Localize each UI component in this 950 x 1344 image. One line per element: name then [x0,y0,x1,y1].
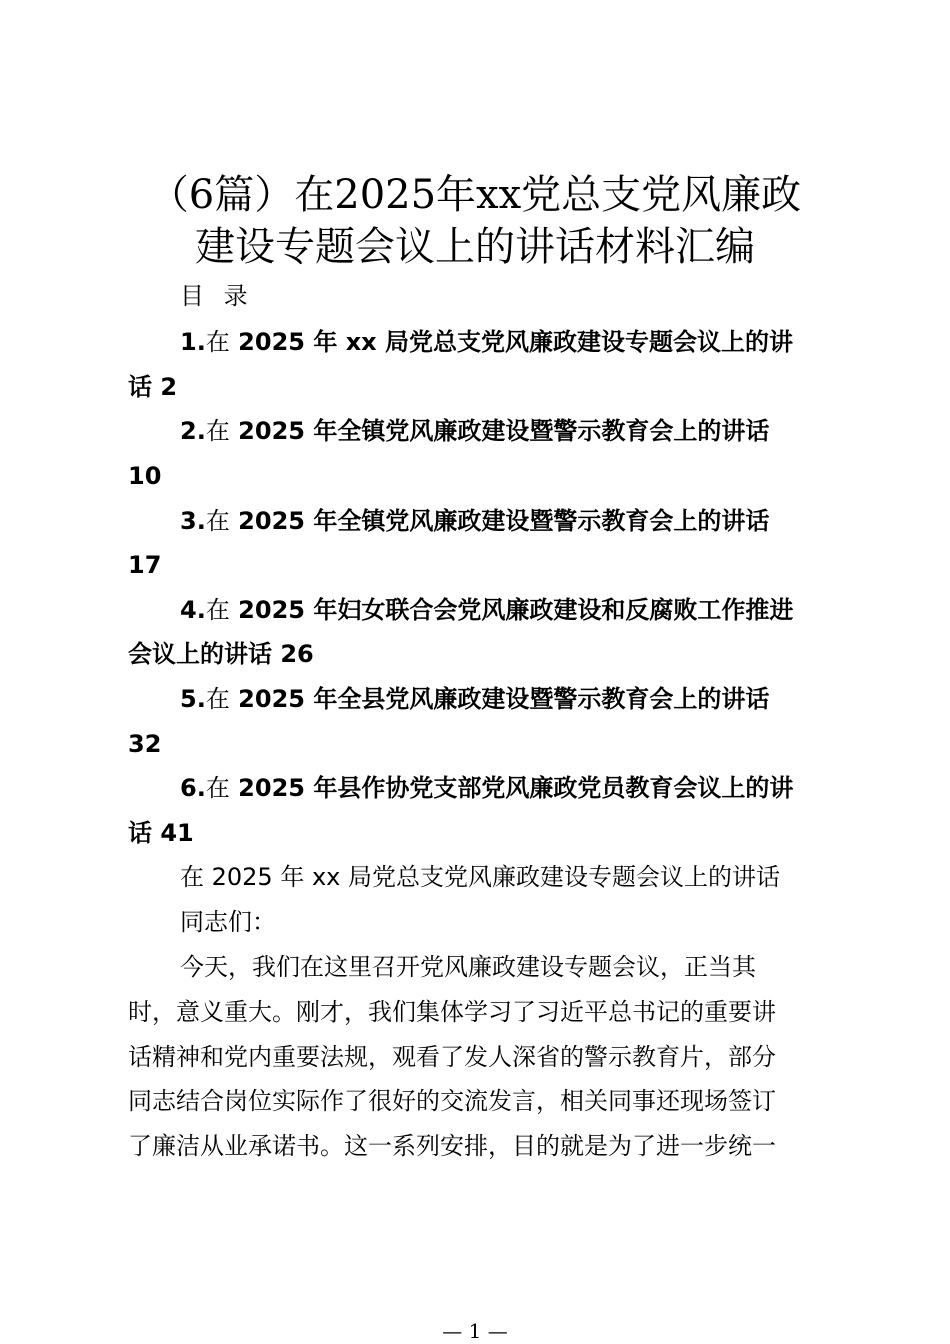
toc-entry-3-line-1[interactable] [180,503,769,539]
toc-entry-title: 2025 年全县党风廉政建设暨警示教育会上的讲话 [229,685,770,713]
salutation: 同志们： [180,908,276,936]
toc-entry-6-line-1[interactable] [180,770,793,806]
page-number: — 1 — [442,1319,508,1343]
toc-entry-1-line-2[interactable]: 话 2 [128,373,178,401]
toc-entry-3-line-2[interactable]: 17 [128,551,162,579]
document-title-line-1: （6篇）在2025年xx党总支党风廉政 [148,172,802,218]
toc-entry-prefix: 在 [205,328,230,356]
toc-entry-4-line-1[interactable] [180,592,793,628]
paragraph-line: 时，意义重大。刚才，我们集体学习了习近平总书记的重要讲 [128,998,776,1026]
paragraph-line: 今天，我们在这里召开党风廉政建设专题会议，正当其 [180,953,756,981]
toc-entry-title: 2025 年县作协党支部党风廉政党员教育会议上的讲 [229,774,794,802]
toc-entry-2-line-1[interactable] [180,413,769,449]
toc-entry-prefix: 在 [205,685,230,713]
toc-entry-5-line-2[interactable]: 32 [128,730,162,758]
toc-entry-2-line-2[interactable]: 10 [128,462,162,490]
toc-entry-number: 4. [180,596,206,624]
toc-entry-1-line-1[interactable] [180,324,793,360]
document-title-line-2: 建设专题会议上的讲话材料汇编 [195,224,755,270]
toc-entry-title: 2025 年妇女联合会党风廉政建设和反腐败工作推进 [229,596,794,624]
toc-entry-title: 2025 年全镇党风廉政建设暨警示教育会上的讲话 [229,507,770,535]
toc-entry-prefix: 在 [205,596,230,624]
paragraph-line: 同志结合岗位实际作了很好的交流发言，相关同事还现场签订 [128,1087,776,1115]
toc-entry-6-line-2[interactable]: 话 41 [128,819,194,847]
section-title: 在 2025 年 xx 局党总支党风廉政建设专题会议上的讲话 [180,863,780,891]
paragraph-line: 话精神和党内重要法规，观看了发人深省的警示教育片，部分 [128,1043,776,1071]
toc-entry-number: 1. [180,328,206,356]
toc-entry-prefix: 在 [205,774,230,802]
toc-heading: 目 录 [180,282,254,310]
toc-entry-number: 3. [180,507,206,535]
toc-entry-title: 2025 年全镇党风廉政建设暨警示教育会上的讲话 [229,417,770,445]
toc-entry-4-line-2[interactable]: 会议上的讲话 26 [128,640,314,668]
toc-entry-prefix: 在 [205,417,230,445]
toc-entry-5-line-1[interactable] [180,681,769,717]
toc-entry-number: 6. [180,774,206,802]
paragraph-line: 了廉洁从业承诺书。这一系列安排，目的就是为了进一步统一 [128,1132,776,1160]
toc-entry-prefix: 在 [205,507,230,535]
toc-entry-number: 2. [180,417,206,445]
toc-entry-number: 5. [180,685,206,713]
toc-entry-title: 2025 年 xx 局党总支党风廉政建设专题会议上的讲 [229,328,794,356]
